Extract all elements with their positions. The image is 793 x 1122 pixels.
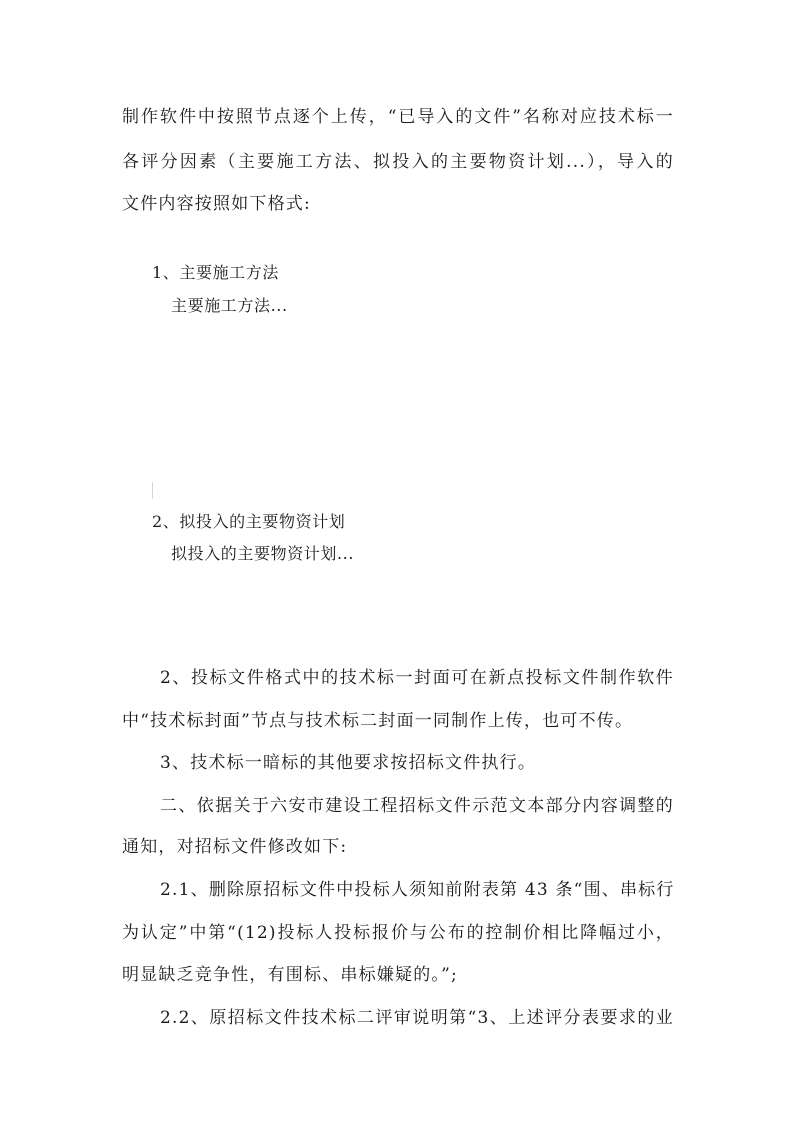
text-cursor	[152, 482, 153, 499]
intro-line-2: 各评分因素（主要施工方法、拟投入的主要物资计划...），导入的	[122, 152, 674, 172]
item2-1-line-1: 2.1、删除原招标文件中投标人须知前附表第 43 条“围、串标行	[160, 880, 675, 900]
intro-line-3: 文件内容按照如下格式:	[122, 194, 311, 214]
example-item2-body: 拟投入的主要物资计划...	[171, 544, 355, 563]
point3-line-1: 3、技术标一暗标的其他要求按招标文件执行。	[160, 753, 537, 773]
item2-1-line-2: 为认定”中第“(12)投标人投标报价与公布的控制价相比降幅过小，	[122, 923, 674, 943]
point2-line-1: 2、投标文件格式中的技术标一封面可在新点投标文件制作软件	[160, 668, 674, 688]
example-item1-heading: 1、主要施工方法	[152, 263, 279, 282]
section2-line-1: 二、依据关于六安市建设工程招标文件示范文本部分内容调整的	[160, 796, 674, 816]
point2-line-2: 中“技术标封面”节点与技术标二封面一同制作上传，也可不传。	[122, 711, 634, 731]
item2-1-line-3: 明显缺乏竞争性，有围标、串标嫌疑的。”;	[122, 965, 458, 985]
intro-line-1: 制作软件中按照节点逐个上传，“已导入的文件”名称对应技术标一	[122, 107, 674, 127]
example-item1-body: 主要施工方法...	[171, 296, 288, 315]
example-item2-heading: 2、拟投入的主要物资计划	[152, 512, 346, 531]
item2-2-line-1: 2.2、原招标文件技术标二评审说明第“3、上述评分表要求的业	[160, 1008, 674, 1028]
section2-line-2: 通知，对招标文件修改如下:	[122, 837, 348, 857]
